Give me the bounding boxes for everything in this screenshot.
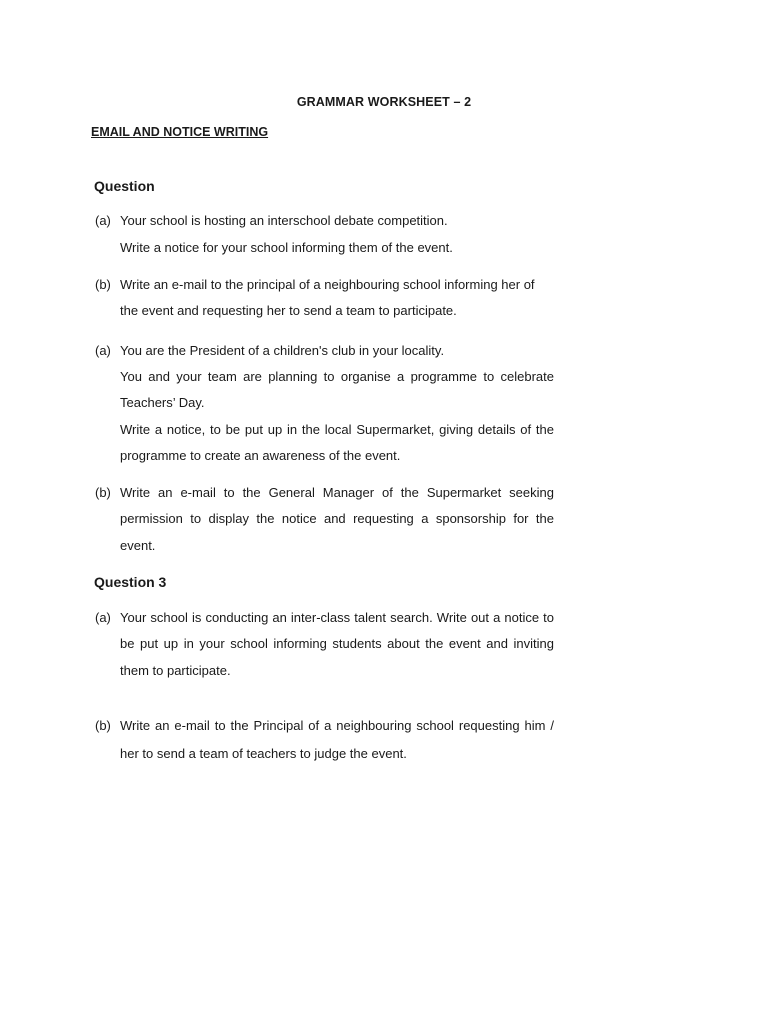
item-line: Write an e-mail to the Principal of a neighbouring school requesting him / [120, 718, 554, 733]
item-line: her to send a team of teachers to judge the event. [120, 746, 407, 761]
item-label: (b) [95, 718, 111, 733]
item-label: (b) [95, 277, 111, 292]
item-line: Write an e-mail to the General Manager of the Supermarket seeking [120, 485, 554, 500]
page-subtitle: EMAIL AND NOTICE WRITING [91, 125, 269, 139]
item-line: Write an e-mail to the principal of a neighbouring school informing her of [120, 277, 535, 292]
item-label: (a) [95, 213, 111, 228]
item-line: be put up in your school informing students about the event and inviting [120, 636, 554, 651]
item-line: Write a notice, to be put up in the local Supermarket, giving details of the [120, 422, 554, 437]
section-heading: Question [94, 178, 155, 194]
item-line: Write a notice for your school informing them of the event. [120, 240, 453, 255]
item-line: event. [120, 538, 156, 553]
item-line: programme to create an awareness of the event. [120, 448, 401, 463]
item-line: them to participate. [120, 663, 231, 678]
item-line: the event and requesting her to send a team to participate. [120, 303, 457, 318]
item-label: (b) [95, 485, 111, 500]
item-line: You and your team are planning to organise a programme to celebrate [120, 369, 554, 384]
item-line: permission to display the notice and requesting a sponsorship for the [120, 511, 554, 526]
section-heading: Question 3 [94, 574, 167, 590]
item-label: (a) [95, 343, 111, 358]
item-label: (a) [95, 610, 111, 625]
item-line: Teachers’ Day. [120, 395, 205, 410]
item-line: You are the President of a children's club in your locality. [120, 343, 445, 358]
page-title: GRAMMAR WORKSHEET – 2 [296, 95, 472, 109]
item-line: Your school is hosting an interschool debate competition. [120, 213, 448, 228]
item-line: Your school is conducting an inter-class talent search. Write out a notice to [120, 610, 554, 625]
